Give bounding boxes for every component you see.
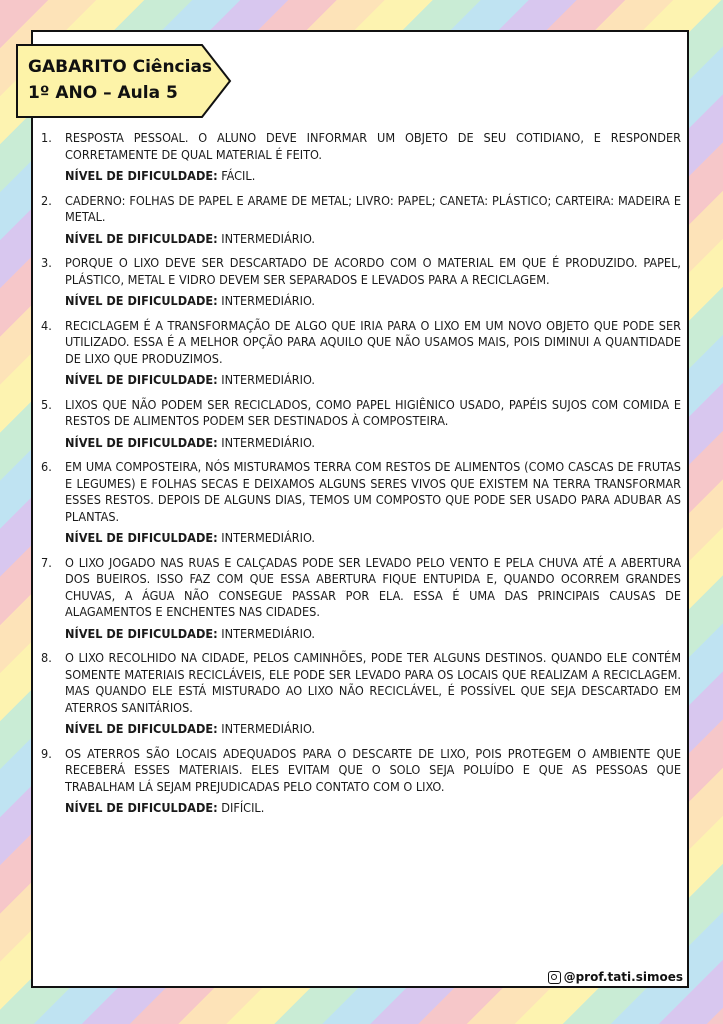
answer-item [41, 397, 681, 452]
answer-item [41, 555, 681, 643]
answer-text: EM UMA COMPOSTEIRA, NÓS MISTURAMOS TERRA COM RESTOS DE ALIMENTOS (COMO CASCAS DE FRUTAS E LEGUMES) E FOLHAS SECAS E DEIXAMOS ALGUNS SERES VIVOS QUE EXISTEM NA TERRA TRANSFORMAR ESSES RESTOS. DEPOIS DE ALGUNS DIAS, TEMOS UM COMPOSTO QUE PODE SER USADO PARA ADUBAR AS PLANTAS. [65, 459, 681, 524]
difficulty-label: NÍVEL DE DIFICULDADE: [65, 434, 218, 450]
difficulty-line [65, 231, 681, 248]
difficulty-line [65, 293, 681, 310]
badge-line-2: 1º ANO – Aula 5 [28, 83, 178, 103]
answer-item [41, 255, 681, 310]
difficulty-label: NÍVEL DE DIFICULDADE: [65, 530, 218, 545]
answer-text: RECICLAGEM É A TRANSFORMAÇÃO DE ALGO QUE IRIA PARA O LIXO EM UM NOVO OBJETO QUE PODE SER UTILIZADO. ESSA É A MELHOR OPÇÃO PARA AQUILO QUE NÃO USAMOS MAIS, POIS DIMINUI A QUANTIDADE DE LIXO QUE PRODUZIMOS. [65, 317, 681, 366]
answer-text: LIXOS QUE NÃO PODEM SER RECICLADOS, COMO PAPEL HIGIÊNICO USADO, PAPÉIS SUJOS COM COMIDA E RESTOS DE ALIMENTOS PODEM SER DESTINADOS À COMPOSTEIRA. [65, 396, 681, 428]
author-credit [548, 970, 683, 984]
difficulty-label: NÍVEL DE DIFICULDADE: [65, 721, 218, 736]
answer-item [41, 130, 681, 185]
difficulty-line [65, 435, 681, 452]
item-number: 4. [41, 317, 52, 333]
difficulty-value: DIFÍCIL. [221, 800, 265, 815]
answer-text: CADERNO: FOLHAS DE PAPEL E ARAME DE METAL; LIVRO: PAPEL; CANETA: PLÁSTICO; CARTEIRA: MADEIRA E METAL. [65, 192, 681, 224]
answer-text: RESPOSTA PESSOAL. O ALUNO DEVE INFORMAR UM OBJETO DE SEU COTIDIANO, E RESPONDER CORRETAMENTE DE QUAL MATERIAL É FEITO. [65, 130, 681, 162]
difficulty-line [65, 800, 681, 817]
difficulty-line [65, 721, 681, 738]
item-number: 6. [41, 459, 52, 474]
item-number: 1. [41, 130, 52, 145]
item-number: 3. [41, 255, 52, 270]
difficulty-label: NÍVEL DE DIFICULDADE: [65, 372, 218, 387]
difficulty-value: INTERMEDIÁRIO. [221, 230, 315, 246]
answer-text: O LIXO RECOLHIDO NA CIDADE, PELOS CAMINHÕES, PODE TER ALGUNS DESTINOS. QUANDO ELE CONTÉM SOMENTE MATERIAIS RECICLÁVEIS, ELE PODE SER LEVADO PARA OS LOCAIS QUE REALIZAM A RECICLAGEM. MAS QUANDO ELE ESTÁ MISTURADO AO LIXO NÃO RECICLÁVEL, É POSSÍVEL QUE SEJA DESCARTADO EM ATERROS SANITÁRIOS. [65, 650, 681, 715]
answer-item [41, 459, 681, 547]
author-handle: @prof.tati.simoes [563, 970, 683, 984]
difficulty-value: INTERMEDIÁRIO. [221, 721, 315, 736]
difficulty-value: INTERMEDIÁRIO. [221, 530, 315, 545]
answer-item [41, 193, 681, 248]
difficulty-label: NÍVEL DE DIFICULDADE: [65, 168, 218, 183]
difficulty-label: NÍVEL DE DIFICULDADE: [65, 800, 218, 815]
item-number: 8. [41, 650, 52, 665]
difficulty-label: NÍVEL DE DIFICULDADE: [65, 293, 218, 308]
difficulty-value: INTERMEDIÁRIO. [221, 293, 315, 308]
difficulty-line [65, 626, 681, 643]
difficulty-line [65, 372, 681, 389]
difficulty-label: NÍVEL DE DIFICULDADE: [65, 230, 218, 246]
answer-item [41, 650, 681, 738]
answer-item [41, 318, 681, 389]
badge-title [28, 54, 212, 106]
difficulty-value: INTERMEDIÁRIO. [221, 372, 315, 387]
difficulty-value: INTERMEDIÁRIO. [221, 625, 315, 641]
difficulty-value: FÁCIL. [221, 168, 256, 183]
answer-text: PORQUE O LIXO DEVE SER DESCARTADO DE ACORDO COM O MATERIAL EM QUE É PRODUZIDO. PAPEL, PLÁSTICO, METAL E VIDRO DEVEM SER SEPARADOS E LEVADOS PARA A RECICLAGEM. [65, 255, 681, 287]
answer-item [41, 746, 681, 817]
answer-text: OS ATERROS SÃO LOCAIS ADEQUADOS PARA O DESCARTE DE LIXO, POIS PROTEGEM O AMBIENTE QUE RECEBERÁ ESSES MATERIAIS. ELES EVITAM QUE O SOLO SEJA POLUÍDO E QUE AS PESSOAS QUE TRABALHAM LÁ SEJAM PREJUDICADAS PELO CONTATO COM O LIXO. [65, 745, 681, 794]
difficulty-label: NÍVEL DE DIFICULDADE: [65, 625, 218, 641]
instagram-icon [548, 971, 561, 984]
difficulty-line [65, 530, 681, 547]
title-badge [16, 44, 232, 118]
item-number: 9. [41, 745, 52, 761]
difficulty-line [65, 168, 681, 185]
item-number: 7. [41, 554, 52, 570]
answer-list [41, 130, 681, 825]
item-number: 2. [41, 192, 52, 208]
badge-line-1: GABARITO Ciências [28, 57, 213, 77]
difficulty-value: INTERMEDIÁRIO. [221, 434, 315, 450]
answer-text: O LIXO JOGADO NAS RUAS E CALÇADAS PODE SER LEVADO PELO VENTO E PELA CHUVA ATÉ A ABERTURA DOS BUEIROS. ISSO FAZ COM QUE ESSA ABERTURA FIQUE ENTUPIDA E, QUANDO OCORREM GRANDES CHUVAS, A ÁGUA NÃO CONSEGUE PASSAR POR ELA. ESSA É UMA DAS PRINCIPAIS CAUSAS DE ALAGAMENTOS E ENCHENTES NAS CIDADES. [65, 554, 681, 619]
item-number: 5. [41, 396, 52, 412]
